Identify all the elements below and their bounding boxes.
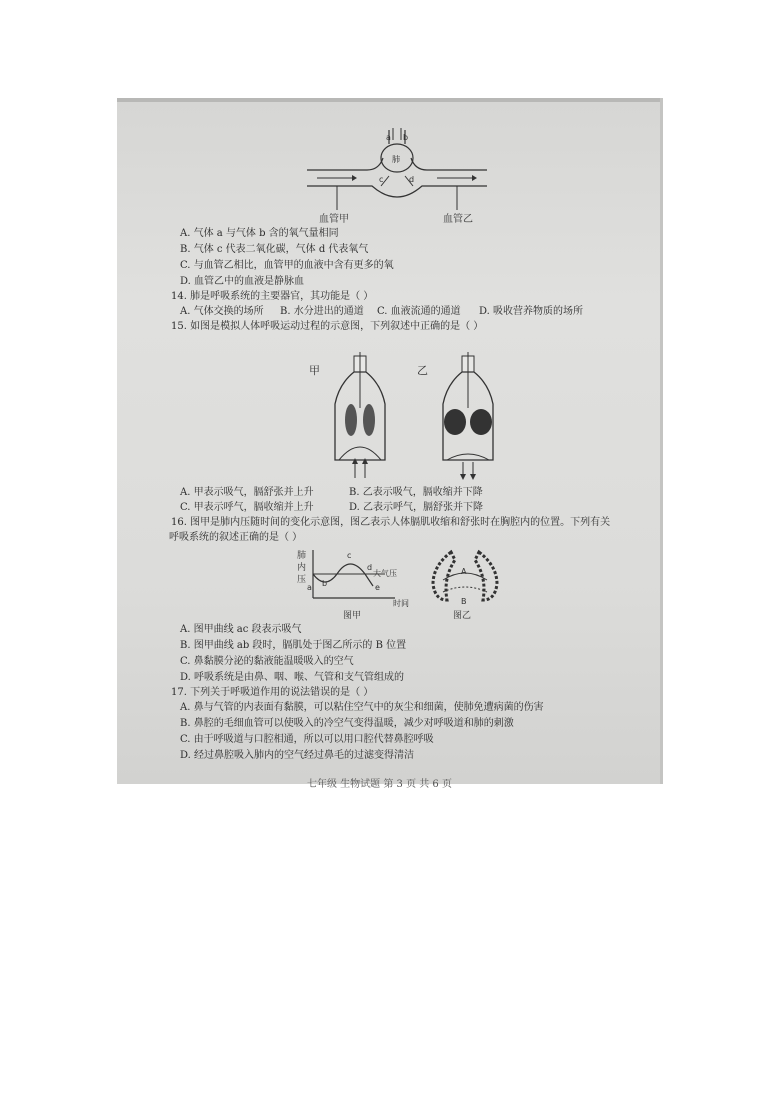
bell-jar-yi (443, 352, 493, 480)
q16-option-a: A. 图甲曲线 ac 段表示吸气 (180, 624, 302, 635)
fig-label-jia: 甲 (309, 364, 320, 377)
q16-option-b: B. 图甲曲线 ab 段时，膈肌处于图乙所示的 B 位置 (180, 640, 407, 651)
fig-label-fei: 肺 (392, 155, 400, 164)
photo-top-edge (117, 98, 663, 102)
thoracic-diaphragm-figure (425, 546, 505, 624)
graph-ylabel-1: 肺 (297, 551, 307, 561)
graph-label-b: b (322, 579, 328, 588)
fig-label-d: d (409, 175, 415, 184)
bell-jar-figure (307, 348, 527, 483)
q17-option-a: A. 鼻与气管的内表面有黏膜，可以粘住空气中的灰尘和细菌，使肺免遭病菌的伤害 (180, 702, 544, 713)
graph-label-a: a (307, 583, 312, 592)
q15-option-c: C. 甲表示呼气，膈收缩并上升 (180, 502, 314, 513)
q14-option-b: B. 水分进出的通道 (280, 306, 364, 317)
fig-label-a: a (386, 133, 391, 142)
q15-option-d: D. 乙表示呼气，膈舒张并下降 (349, 502, 484, 513)
q13-option-d: D. 血管乙中的血液是静脉血 (180, 276, 305, 287)
q15-stem: 15. 如图是模拟人体呼吸运动过程的示意图，下列叙述中正确的是（ ） (171, 321, 484, 332)
graph-xlabel: 时间 (393, 599, 409, 608)
bell-jar-jia (335, 352, 385, 478)
q16-stem-line1: 16. 图甲是肺内压随时间的变化示意图，图乙表示人体膈肌收缩和舒张时在胸腔内的位置。下列有关 (171, 517, 611, 528)
q14-stem: 14. 肺是呼吸系统的主要器官，其功能是（ ） (171, 291, 374, 302)
fig-yi-label-b: B (461, 597, 467, 606)
q15-option-a: A. 甲表示吸气，膈舒张并上升 (180, 487, 314, 498)
fig-label-yi: 乙 (417, 364, 428, 377)
q16-option-d: D. 呼吸系统是由鼻、咽、喉、气管和支气管组成的 (180, 672, 405, 683)
fig-yi-caption: 图乙 (453, 611, 472, 621)
graph-ylabel-2: 内 (297, 563, 307, 573)
graph-atm-label: 大气压 (373, 569, 397, 578)
q16-stem-line2: 呼吸系统的叙述正确的是（ ） (169, 532, 303, 543)
photo-right-edge (660, 98, 663, 784)
q13-option-b: B. 气体 c 代表二氧化碳，气体 d 代表氧气 (180, 244, 369, 255)
graph-label-c: c (347, 551, 352, 560)
graph-label-d: d (367, 563, 373, 572)
fig-label-b: b (403, 133, 409, 142)
fig-label-vessel-yi: 血管乙 (443, 214, 473, 225)
fig-label-c: c (379, 175, 384, 184)
q14-option-a: A. 气体交换的场所 (180, 306, 264, 317)
alveolus-blood-vessel-figure (297, 128, 497, 228)
page-footer: 七年级 生物试题 第 3 页 共 6 页 (307, 779, 452, 790)
fig-label-vessel-jia: 血管甲 (319, 214, 349, 225)
q14-option-c: C. 血液流通的通道 (377, 306, 461, 317)
q17-option-b: B. 鼻腔的毛细血管可以使吸入的冷空气变得温暖，减少对呼吸道和肺的刺激 (180, 718, 514, 729)
scanned-exam-photo (117, 98, 663, 790)
fig-yi-label-a: A (461, 567, 467, 576)
graph-caption: 图甲 (343, 611, 362, 621)
q13-option-c: C. 与血管乙相比，血管甲的血液中含有更多的氧 (180, 260, 394, 271)
q17-option-d: D. 经过鼻腔吸入肺内的空气经过鼻毛的过滤变得清洁 (180, 750, 415, 761)
q13-option-a: A. 气体 a 与气体 b 含的氧气量相同 (180, 228, 339, 239)
q17-stem: 17. 下列关于呼吸道作用的说法错误的是（ ） (171, 687, 374, 698)
q15-option-b: B. 乙表示吸气，膈收缩并下降 (349, 487, 483, 498)
lung-pressure-graph (295, 546, 425, 624)
q17-option-c: C. 由于呼吸道与口腔相通，所以可以用口腔代替鼻腔呼吸 (180, 734, 434, 745)
graph-label-e: e (375, 583, 380, 592)
q16-option-c: C. 鼻黏膜分泌的黏液能温暖吸入的空气 (180, 656, 354, 667)
graph-ylabel-3: 压 (297, 575, 307, 585)
q14-option-d: D. 吸收营养物质的场所 (479, 306, 584, 317)
